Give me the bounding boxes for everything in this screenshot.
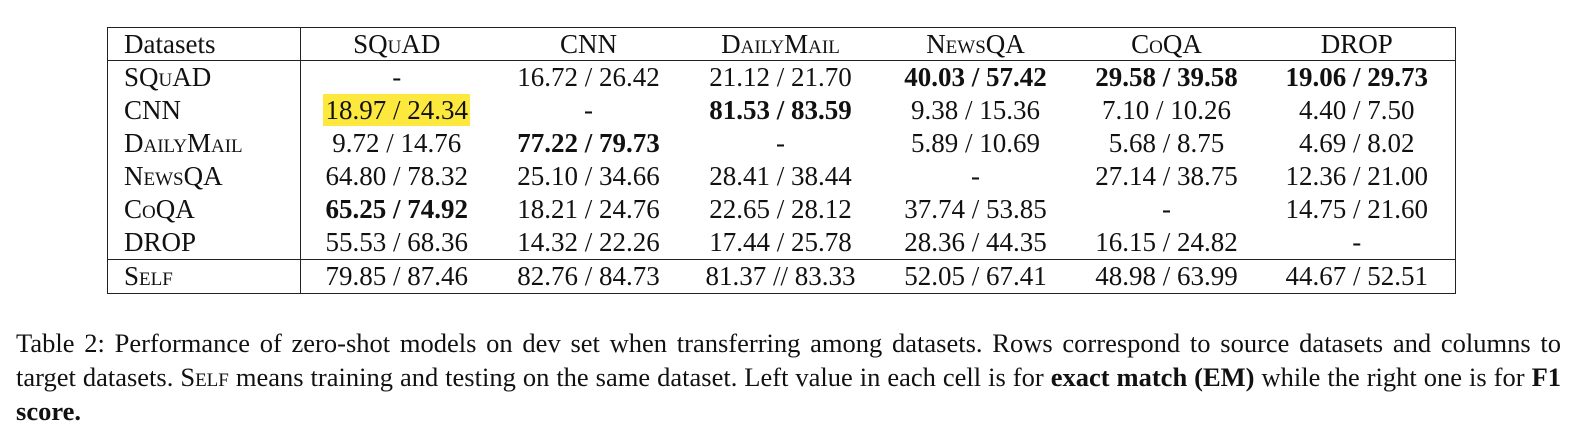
table-header-row [108,28,1456,61]
cell-value: 5.68 / 8.75 [1108,128,1225,158]
column-header: CoQA [1075,28,1259,61]
cell-value: 18.21 / 24.76 [517,194,660,224]
caption-text: while the right one is for [1254,362,1532,392]
table-cell [1075,226,1259,260]
cell-value: 14.75 / 21.60 [1285,194,1428,224]
table-row [108,94,1456,127]
cell-value: 4.69 / 8.02 [1298,128,1415,158]
cell-value: 64.80 / 78.32 [325,161,468,191]
cell-value: - [584,95,593,125]
cell-value: 25.10 / 34.66 [517,161,660,191]
table-cell [877,61,1075,95]
row-header: SQuAD [108,61,301,95]
table-cell [493,226,685,260]
table-cell [1259,160,1456,193]
cell-value: 19.06 / 29.73 [1285,62,1428,92]
table-cell [493,127,685,160]
cell-value: 4.40 / 7.50 [1298,95,1415,125]
caption-self-term: Self [180,362,229,392]
table-cell [1259,127,1456,160]
cell-value: 77.22 / 79.73 [517,128,660,158]
cell-value: 14.32 / 22.26 [517,227,660,257]
cell-value: 79.85 / 87.46 [325,261,468,291]
column-header: NewsQA [877,28,1075,61]
cell-value: 52.05 / 67.41 [904,261,1047,291]
table-cell [685,61,877,95]
caption-f1-term: F1 score. [16,362,1561,426]
table-cell [301,260,493,294]
table-cell [493,260,685,294]
row-header: NewsQA [108,160,301,193]
table-cell [301,193,493,226]
cell-value: 9.38 / 15.36 [910,95,1040,125]
row-header: DailyMail [108,127,301,160]
table-cell [685,193,877,226]
table-cell [685,260,877,294]
table-cell [301,160,493,193]
cell-value: 55.53 / 68.36 [325,227,468,257]
table-cell [1259,193,1456,226]
column-header: SQuAD [301,28,493,61]
table-cell [1075,94,1259,127]
row-header: CoQA [108,193,301,226]
table-cell [1075,260,1259,294]
table-cell [493,94,685,127]
cell-value: 37.74 / 53.85 [904,194,1047,224]
cell-value: 40.03 / 57.42 [904,62,1047,92]
table-row [108,61,1456,95]
table-cell [877,160,1075,193]
table-cell [685,94,877,127]
table-cell [1075,193,1259,226]
cell-value: - [971,161,980,191]
cell-value: 48.98 / 63.99 [1095,261,1238,291]
cell-value: 12.36 / 21.00 [1285,161,1428,191]
table-row [108,127,1456,160]
table-cell [493,160,685,193]
table-cell [1259,61,1456,95]
cell-value: 18.97 / 24.34 [325,95,468,125]
cell-value: 44.67 / 52.51 [1285,261,1428,291]
cell-value: - [1352,227,1362,257]
table-cell [877,260,1075,294]
cell-value: - [1162,194,1171,224]
table-cell [877,94,1075,127]
cell-value: 22.65 / 28.12 [709,194,852,224]
cell-value: 5.89 / 10.69 [910,128,1040,158]
cell-value: 65.25 / 74.92 [325,194,468,224]
row-header: DROP [108,226,301,260]
cell-value: 27.14 / 38.75 [1095,161,1238,191]
results-table-container [107,27,1456,294]
table-row [108,226,1456,260]
table-cell [301,226,493,260]
table-cell [1259,94,1456,127]
row-header: Self [108,260,301,294]
cell-value: 81.53 / 83.59 [709,95,852,125]
table-cell [877,193,1075,226]
caption-text: means training and testing on the same dataset. Left value in each cell is for [228,362,1051,392]
cell-value: 82.76 / 84.73 [517,261,660,291]
table-cell [1075,127,1259,160]
column-header: DailyMail [685,28,877,61]
table-cell [685,127,877,160]
column-header: CNN [493,28,685,61]
cell-value: 9.72 / 14.76 [332,128,462,158]
results-table [107,27,1456,294]
cell-value: 16.72 / 26.42 [517,62,660,92]
table-cell [1075,160,1259,193]
cell-value: 29.58 / 39.58 [1095,62,1238,92]
cell-value: 7.10 / 10.26 [1101,95,1231,125]
column-header: DROP [1259,28,1456,61]
cell-value: 81.37 // 83.33 [705,261,856,291]
table-cell [1075,61,1259,95]
table-row [108,160,1456,193]
caption-text: Table 2: Performance of zero-shot models on dev set when transferring among datasets. Rows correspond to source datasets and columns to target datasets. [16,328,1561,392]
table-cell [1259,260,1456,294]
table-cell [301,127,493,160]
caption-em-term: exact match (EM) [1050,362,1255,392]
cell-value: 21.12 / 21.70 [709,62,852,92]
table-row [108,193,1456,226]
table-body [108,61,1456,294]
corner-header: Datasets [108,28,301,61]
row-header: CNN [108,94,301,127]
cell-value: - [392,62,402,92]
table-cell [493,61,685,95]
cell-value: 16.15 / 24.82 [1095,227,1238,257]
cell-value: - [776,128,785,158]
table-cell [1259,226,1456,260]
table-cell [685,160,877,193]
cell-value: 28.41 / 38.44 [709,161,852,191]
table-row [108,260,1456,294]
table-cell [301,94,493,127]
table-caption [16,326,1561,428]
table-cell [685,226,877,260]
cell-value: 17.44 / 25.78 [709,227,852,257]
table-cell [301,61,493,95]
table-cell [877,127,1075,160]
table-cell [493,193,685,226]
cell-value: 28.36 / 44.35 [904,227,1047,257]
table-cell [877,226,1075,260]
